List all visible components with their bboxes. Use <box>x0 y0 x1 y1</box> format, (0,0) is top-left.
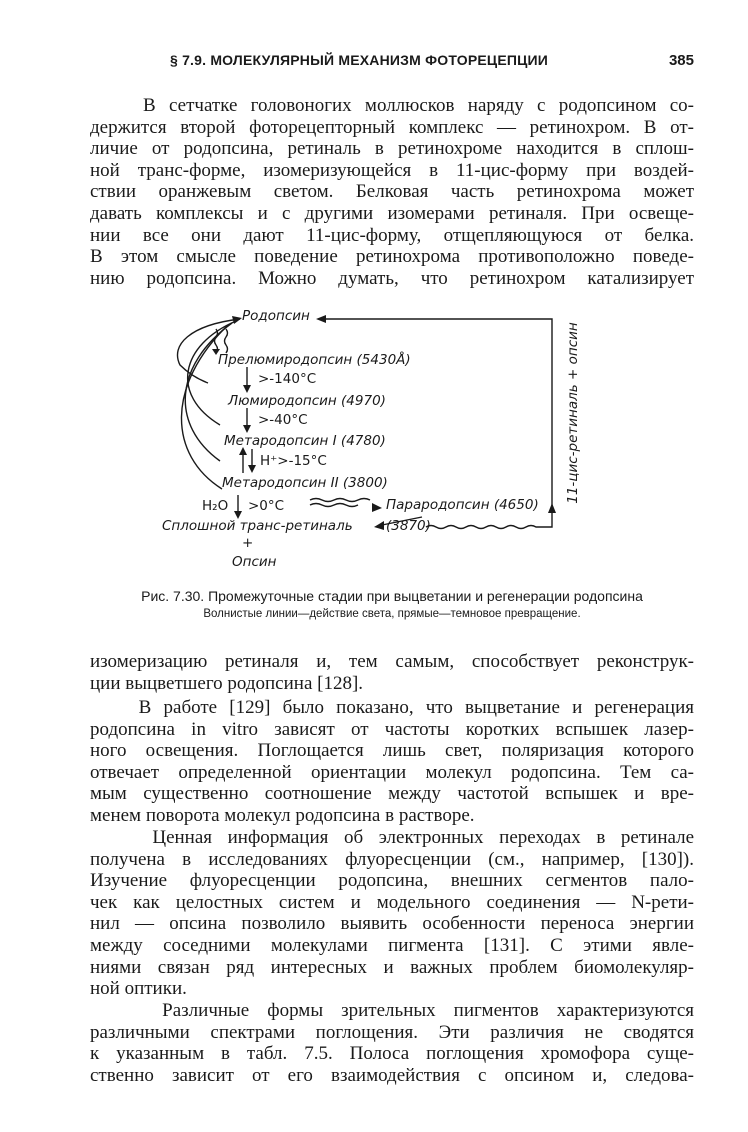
text-line: менем поворота молекул родопсина в растворе. <box>90 804 475 826</box>
label-step-40: >-40°C <box>258 412 308 428</box>
label-step-140: >-140°C <box>258 371 317 387</box>
text-line: родопсина in vitro зависят от частоты коротких вспышек лазер- <box>90 718 694 740</box>
label-11-cis-retinal-opsin: 11-цис-ретиналь + опсин <box>564 322 581 504</box>
text-line: к указанным в табл. 7.5. Полоса поглощения хромофора суще- <box>90 1043 694 1065</box>
rhodopsin-cycle-diagram <box>160 305 580 585</box>
text-line: Различные формы зрительных пигментов характеризуются <box>90 1000 694 1021</box>
text-line: ции выцветшего родопсина [128]. <box>90 672 364 694</box>
text-line: получена в исследованиях флуоресценции (см., например, [130]). <box>90 848 694 870</box>
text-line: ствии оранжевым светом. Белковая часть ретинохрома может <box>90 181 694 203</box>
text-line: различными спектрами поглощения. Эти различия не сводятся <box>90 1021 694 1043</box>
text-line: ной транс-форме, изомеризующейся в 11-цис-форму при воздей- <box>90 159 694 181</box>
text-line: между соседними молекулами пигмента [131]. С этими явле- <box>90 934 694 956</box>
text-line: Изучение флуоресценции родопсина, внешних сегментов пало- <box>90 870 694 892</box>
label-water: H₂O <box>202 498 229 514</box>
label-all-trans-value: (3870) <box>386 518 431 534</box>
label-plus: + <box>242 535 254 551</box>
text-line: давать комплексы и с другими изомерами ретиналя. При освеще- <box>90 202 694 224</box>
label-prelumirhodopsin: Прелюмиродопсин (5430Å) <box>218 352 411 368</box>
paragraph-retinochrome <box>90 95 694 289</box>
text-line: В этом смысле поведение ретинохрома противоположно поведе- <box>90 246 694 268</box>
label-rhodopsin: Родопсин <box>242 308 310 324</box>
paragraph-isomerization <box>90 651 694 694</box>
caption-legend: Волнистые линии—действие света, прямые—темновое превращение. <box>203 608 581 620</box>
text-line: личие от родопсина, ретиналь в ретинохроме находится в сплош- <box>90 138 694 160</box>
paragraph-laser-flashes <box>90 697 694 827</box>
text-line: чек как целостных систем и модельного соединения — N-рети- <box>90 891 694 913</box>
text-line: отвечает определенной ориентации молекул родопсина. Тем са- <box>90 761 694 783</box>
label-metarhodopsin-2: Метародопсин II (3800) <box>222 475 388 491</box>
label-all-trans-retinal: Сплошной транс-ретиналь <box>162 518 353 534</box>
label-step-0: >0°C <box>248 498 285 514</box>
text-line: В работе [129] было показано, что выцветание и регенерация <box>90 697 694 718</box>
section-title: § 7.9. МОЛЕКУЛЯРНЫЙ МЕХАНИЗМ ФОТОРЕЦЕПЦИИ <box>170 52 549 68</box>
figure-caption <box>90 588 694 620</box>
text-line: ной оптики. <box>90 978 187 1000</box>
text-line: изомеризацию ретиналя и, тем самым, способствует реконструк- <box>90 651 694 672</box>
text-line: нил — опсина позволило выявить особенности переноса энергии <box>90 913 694 935</box>
text-line: ниями связан ряд интересных и важных проблем биомолекуляр- <box>90 956 694 978</box>
text-line: В сетчатке головоногих моллюсков наряду с родопсином со- <box>90 95 694 116</box>
label-step-15: H⁺>-15°C <box>260 453 327 469</box>
paragraph-visual-pigments <box>90 1000 694 1086</box>
text-line: держится второй фоторецепторный комплекс — ретинохром. В от- <box>90 116 694 138</box>
label-metarhodopsin-1: Метародопсин I (4780) <box>224 433 386 449</box>
text-line: нию родопсина. Можно думать, что ретинохром катализирует <box>90 267 694 289</box>
text-line: нии все они дают 11-цис-форму, отщепляющуюся от белка. <box>90 224 694 246</box>
label-opsin: Опсин <box>232 554 277 570</box>
text-line: Ценная информация об электронных переходах в ретинале <box>90 827 694 848</box>
text-line: мым существенно соотношение между частотой вспышек и вре- <box>90 783 694 805</box>
paragraph-fluorescence <box>90 827 694 1000</box>
label-pararhodopsin: Парародопсин (4650) <box>386 497 539 513</box>
label-lumirhodopsin: Люмиродопсин (4970) <box>228 393 386 409</box>
text-line: ственно зависит от его взаимодействия с опсином и, следова- <box>90 1064 694 1086</box>
caption-title: Рис. 7.30. Промежуточные стадии при выцветании и регенерации родопсина <box>141 588 643 604</box>
running-head <box>90 52 694 76</box>
text-line: ного освещения. Поглощается лишь свет, поляризация которого <box>90 740 694 762</box>
page-number: 385 <box>668 52 694 69</box>
